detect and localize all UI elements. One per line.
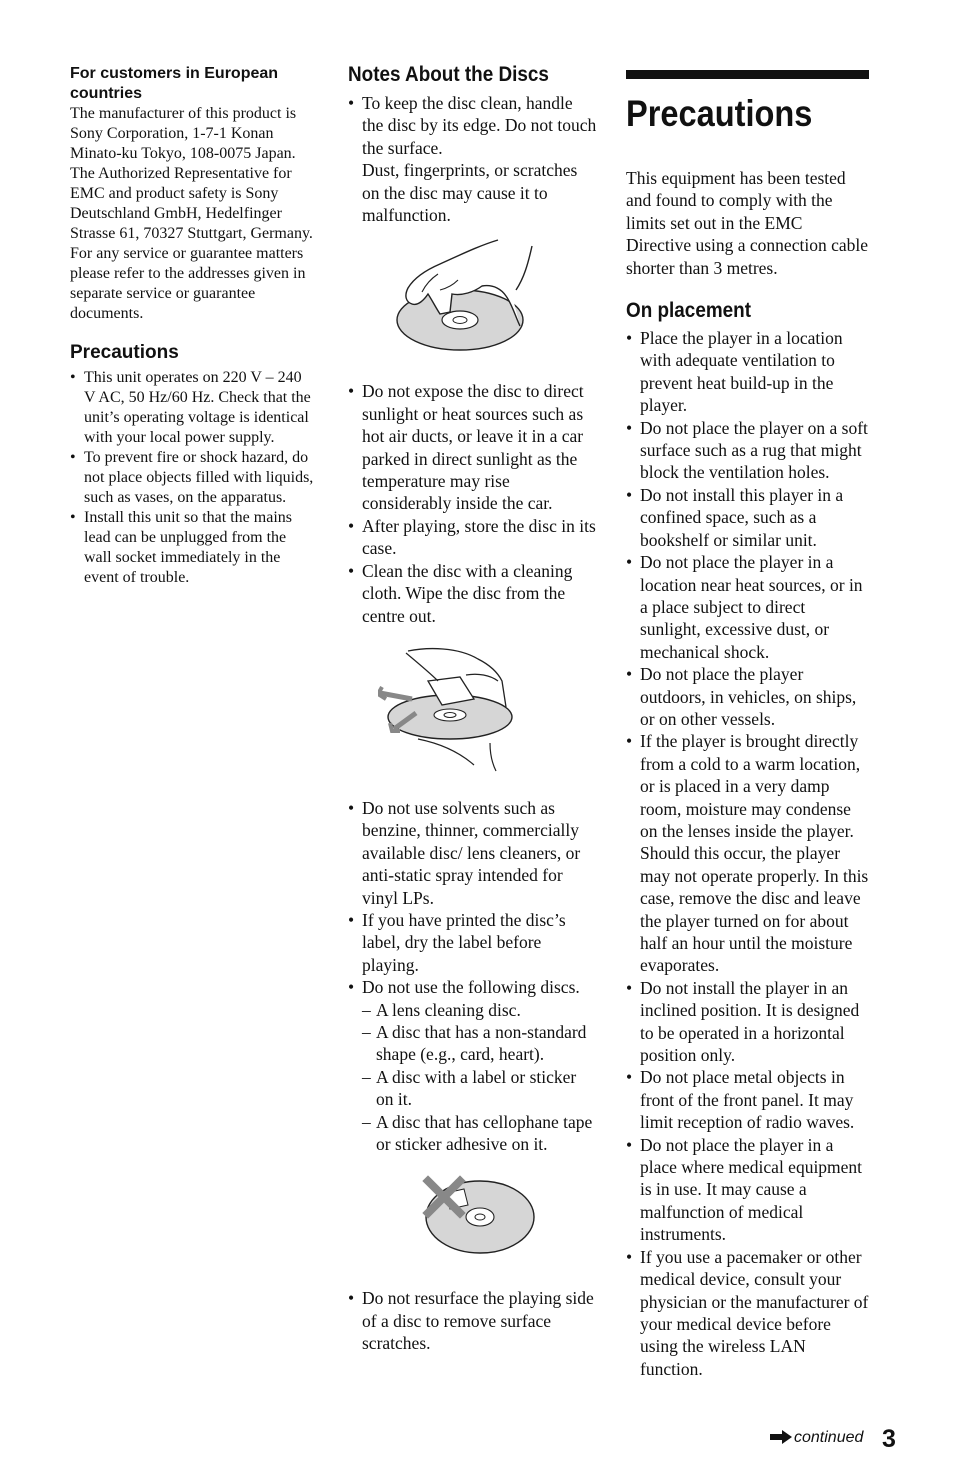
list-item-text: To keep the disc clean, handle the disc by its edge. Do not touch the surface. <box>362 93 597 158</box>
disc-notes-list-3 <box>348 797 598 1156</box>
emc-intro: This equipment has been tested and found to comply with the limits set out in the EMC Directive using a connection cable shorter than 3 metres. <box>626 168 868 278</box>
list-item <box>348 976 598 1155</box>
list-item: • If you have printed the disc’s label, dry the label before playing. <box>348 909 598 976</box>
precautions-subheading: Precautions <box>70 342 179 363</box>
precautions-list <box>70 368 315 588</box>
disc-notes-list-4 <box>348 1287 598 1354</box>
unusable-discs-list <box>362 999 598 1156</box>
list-item-text: Do not use the following discs. <box>362 977 580 998</box>
list-item: • Do not install the player in an inclined position. It is designed to be operated in a horizontal position only. <box>626 977 870 1067</box>
list-item: • Do not place the player in a place where medical equipment is in use. It may cause a malfunction of medical instruments. <box>626 1134 870 1246</box>
arrow-right-icon <box>770 1430 792 1444</box>
list-item: • Do not place the player outdoors, in vehicles, on ships, or on other vessels. <box>626 663 870 730</box>
list-item: • Place the player in a location with adequate ventilation to prevent heat build-up in the player. <box>626 327 870 417</box>
disc-handling-illustration <box>378 234 578 354</box>
list-item: • After playing, store the disc in its case. <box>348 515 598 560</box>
list-item-text: Dust, fingerprints, or scratches on the disc may cause it to malfunction. <box>362 160 578 226</box>
on-placement-heading: On placement <box>626 299 751 323</box>
disc-notes-list-1 <box>348 92 598 226</box>
page-footer <box>770 1424 910 1458</box>
list-item: • To prevent fire or shock hazard, do not place objects filled with liquids, such as vases, on the apparatus. <box>70 448 315 508</box>
list-item: • Do not use solvents such as benzine, thinner, commercially available disc/ lens cleaners, or anti-static spray intended for vinyl LPs. <box>348 797 598 909</box>
disc-notes-list-2 <box>348 380 598 626</box>
list-item: • Do not place the player on a soft surface such as a rug that might block the ventilation holes. <box>626 417 870 484</box>
list-item: • Do not place the player in a location near heat sources, or in a place subject to direct sunlight, excessive dust, or mechanical shock. <box>626 551 870 663</box>
sub-list-item: – A disc that has cellophane tape or sticker adhesive on it. <box>362 1111 598 1156</box>
sub-list-item: – A disc that has a non-standard shape (e.g., card, heart). <box>362 1021 598 1066</box>
disc-notes-column <box>348 62 598 1355</box>
disc-with-sticker-illustration <box>388 1167 588 1267</box>
continued-label: continued <box>794 1429 864 1446</box>
list-item: • Do not expose the disc to direct sunlight or heat sources such as hot air ducts, or leave it in a car parked in direct sunlight as the temperature may rise considerably inside the car. <box>348 380 598 514</box>
list-item: • Install this unit so that the mains lead can be unplugged from the wall socket immediately in the event of trouble. <box>70 508 315 588</box>
precautions-column <box>626 70 870 1380</box>
list-item: • Do not place metal objects in front of the front panel. It may limit reception of radio waves. <box>626 1066 870 1133</box>
european-customers-heading: For customers in European countries <box>70 65 279 102</box>
placement-list <box>626 327 870 1380</box>
page-title: Precautions <box>626 93 813 134</box>
sub-list-item: – A disc with a label or sticker on it. <box>362 1066 598 1111</box>
disc-cleaning-illustration <box>378 647 578 777</box>
title-rule <box>626 70 869 79</box>
list-item: • This unit operates on 220 V – 240 V AC, 50 Hz/60 Hz. Check that the unit’s operating voltage is identical with your local power supply. <box>70 368 315 448</box>
list-item: • Do not install this player in a confined space, such as a bookshelf or similar unit. <box>626 484 870 551</box>
sub-list-item: – A lens cleaning disc. <box>362 999 598 1021</box>
european-customers-column <box>70 64 315 588</box>
list-item <box>348 92 598 226</box>
list-item: • If you use a pacemaker or other medical device, consult your physician or the manufacturer of your medical device before using the wireless LAN function. <box>626 1246 870 1380</box>
list-item: • Do not resurface the playing side of a disc to remove surface scratches. <box>348 1287 598 1354</box>
list-item: • If the player is brought directly from a cold to a warm location, or is placed in a very damp room, moisture may condense on the lenses inside the player. Should this occur, the player may not operate properly. In this case, remove the disc and leave the player turned on for about half an hour until the moisture evaporates. <box>626 730 870 976</box>
disc-notes-title: Notes About the Discs <box>348 63 549 86</box>
page-number: 3 <box>882 1425 896 1453</box>
list-item: • Clean the disc with a cleaning cloth. Wipe the disc from the centre out. <box>348 560 598 627</box>
manufacturer-info: The manufacturer of this product is Sony Corporation, 1-7-1 Konan Minato-ku Tokyo, 108-0075 Japan. The Authorized Representative for EMC and product safety is Sony Deutschland GmbH, Hedelfinger Strasse 61, 70327 Stuttgart, Germany. For any service or guarantee matters please refer to the addresses given in separate service or guarantee documents. <box>70 105 313 322</box>
